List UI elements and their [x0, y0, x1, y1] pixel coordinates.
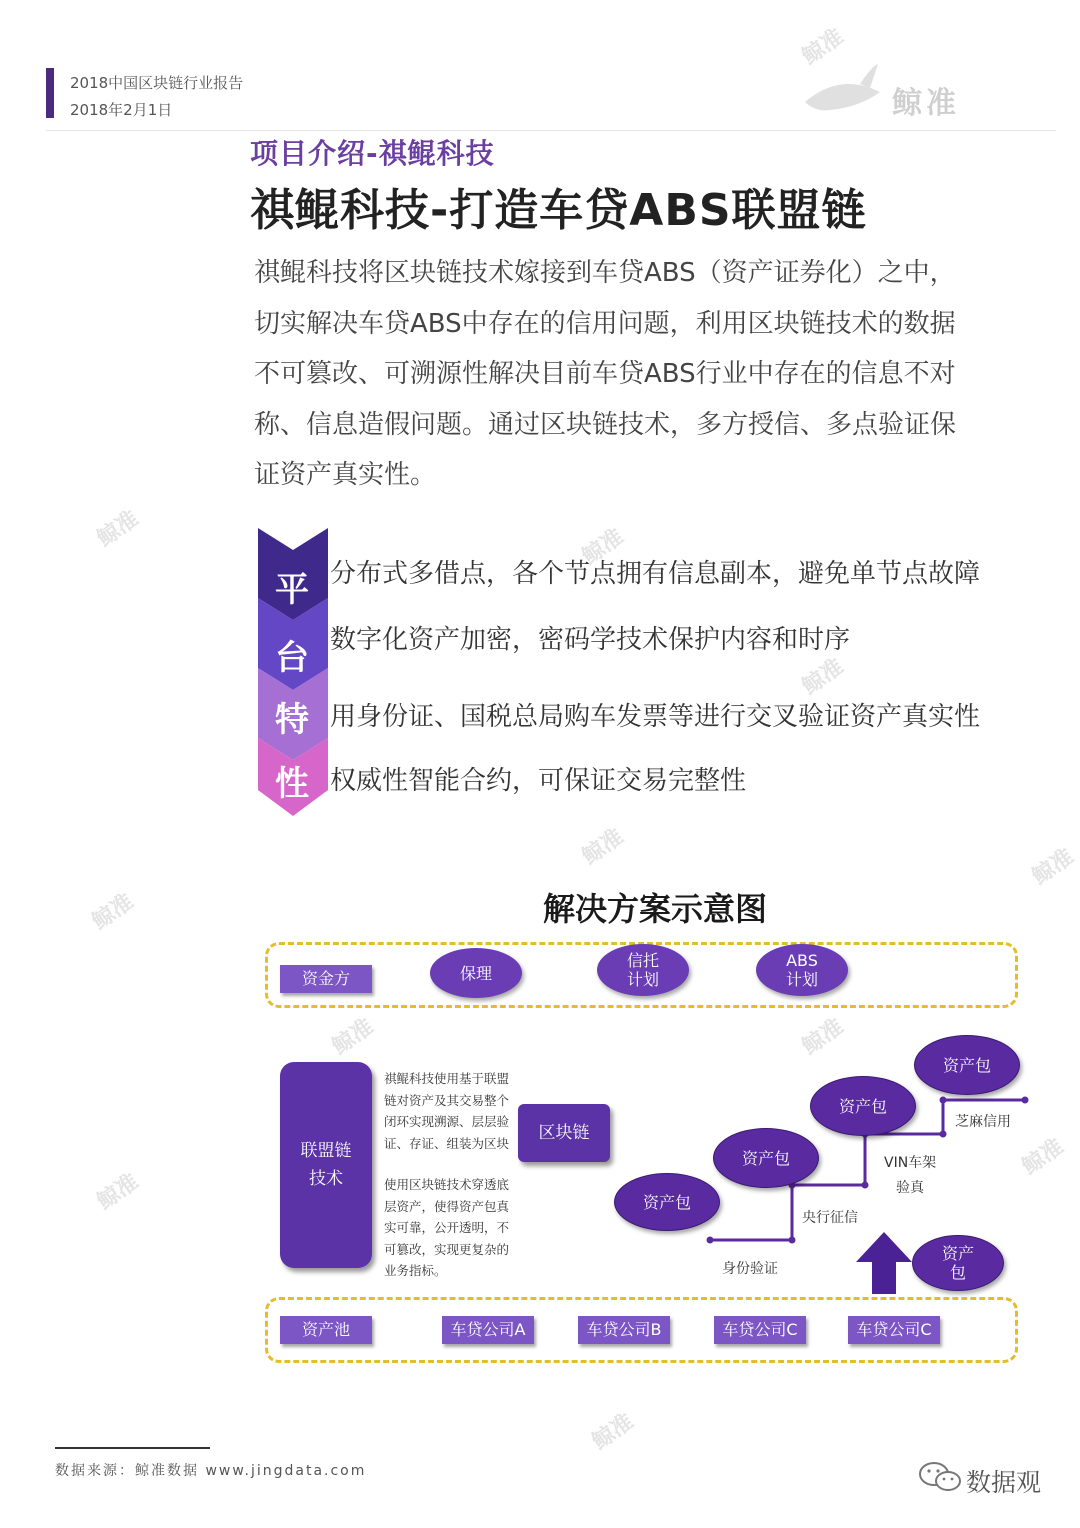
- intro-line: 祺鲲科技将区块链技术嫁接到车贷ABS（资产证券化）之中，: [254, 258, 956, 288]
- footer-divider: [55, 1447, 210, 1449]
- feature-label-char: 台: [275, 638, 309, 678]
- step-sesame: 芝麻信用: [955, 1114, 1011, 1130]
- step-vin-2: 验真: [896, 1180, 924, 1196]
- asset-pool-box: 资产池: [280, 1316, 372, 1344]
- loan-company-box: 车贷公司C: [714, 1316, 806, 1344]
- step-central-bank: 央行征信: [802, 1210, 858, 1226]
- loan-company-box: 车贷公司B: [578, 1316, 670, 1344]
- intro-line: 切实解决车贷ABS中存在的信用问题，利用区块链技术的数据: [254, 308, 956, 339]
- asset-package-ellipse: 资产包: [914, 1035, 1020, 1095]
- up-arrow-icon: [856, 1232, 912, 1294]
- intro-line: 不可篡改、可溯源性解决目前车贷ABS行业中存在的信息不对: [254, 359, 956, 389]
- watermark: 鲸准: [92, 1169, 144, 1216]
- feature-item: 权威性智能合约，可保证交易完整性: [330, 766, 747, 796]
- asset-package-ellipse-small: 资产 包: [912, 1235, 1004, 1291]
- feature-item: 分布式多借点，各个节点拥有信息副本，避免单节点故障: [330, 559, 981, 589]
- alliance-chain-box: 联盟链 技术: [280, 1062, 372, 1268]
- blockchain-box: 区块链: [518, 1104, 610, 1162]
- watermark: 鲸准: [577, 824, 629, 871]
- watermark: 鲸准: [1027, 844, 1079, 891]
- loan-company-box: 车贷公司A: [442, 1316, 534, 1344]
- asset-package-ellipse: 资产包: [614, 1173, 720, 1231]
- abs-plan-ellipse: ABS 计划: [756, 944, 848, 996]
- asset-package-ellipse: 资产包: [810, 1076, 916, 1136]
- step-identity: 身份验证: [722, 1261, 778, 1277]
- page-title: 祺鲲科技-打造车贷ABS联盟链: [250, 185, 867, 236]
- loan-company-box: 车贷公司C: [848, 1316, 940, 1344]
- intro-line: 证资产真实性。: [254, 460, 437, 490]
- intro-paragraph: [254, 248, 1034, 501]
- watermark: 鲸准: [87, 889, 139, 936]
- feature-item: 用身份证、国税总局购车发票等进行交叉验证资产真实性: [330, 702, 981, 732]
- watermark: 鲸准: [797, 1014, 849, 1061]
- funder-box: 资金方: [280, 965, 372, 993]
- feature-label-char: 特: [275, 700, 309, 740]
- feature-label-char: 平: [275, 570, 309, 610]
- feature-label-char: 性: [275, 764, 309, 804]
- watermark: 鲸准: [587, 1409, 639, 1456]
- wechat-account-name: 数据观: [966, 1468, 1042, 1497]
- feature-item: 数字化资产加密，密码学技术保护内容和时序: [330, 625, 851, 655]
- watermark: 鲸准: [1017, 1134, 1069, 1181]
- data-source: 数据来源：鲸准数据 www.jingdata.com: [55, 1463, 367, 1479]
- diagram-title: 解决方案示意图: [542, 890, 767, 928]
- report-title: 2018中国区块链行业报告: [70, 74, 244, 92]
- intro-line: 称、信息造假问题。通过区块链技术，多方授信、多点验证保: [254, 409, 957, 440]
- step-vin: VIN车架: [884, 1155, 937, 1171]
- trust-plan-ellipse: 信托 计划: [597, 944, 689, 996]
- factoring-ellipse: 保理: [430, 948, 522, 998]
- section-subtitle: 项目介绍-祺鲲科技: [250, 137, 495, 170]
- logo-text: 鲸准: [892, 86, 960, 121]
- watermark: 鲸准: [797, 654, 849, 701]
- asset-package-ellipse: 资产包: [713, 1128, 819, 1188]
- description-1: 祺鲲科技使用基于联盟链对资产及其交易整个闭环实现溯源、层层验证、存证、组装为区块: [384, 1071, 510, 1151]
- watermark: 鲸准: [327, 1014, 379, 1061]
- watermark: 鲸准: [577, 524, 629, 571]
- report-date: 2018年2月1日: [70, 101, 173, 119]
- watermark: 鲸准: [797, 24, 849, 71]
- wechat-icon: [918, 1460, 962, 1494]
- description-2: 使用区块链技术穿透底层资产，使得资产包真实可靠，公开透明，不可篡改，实现更复杂的业务指标。: [384, 1177, 510, 1278]
- header-accent-bar: [46, 68, 54, 118]
- watermark: 鲸准: [92, 506, 144, 553]
- header-divider: [46, 130, 1056, 131]
